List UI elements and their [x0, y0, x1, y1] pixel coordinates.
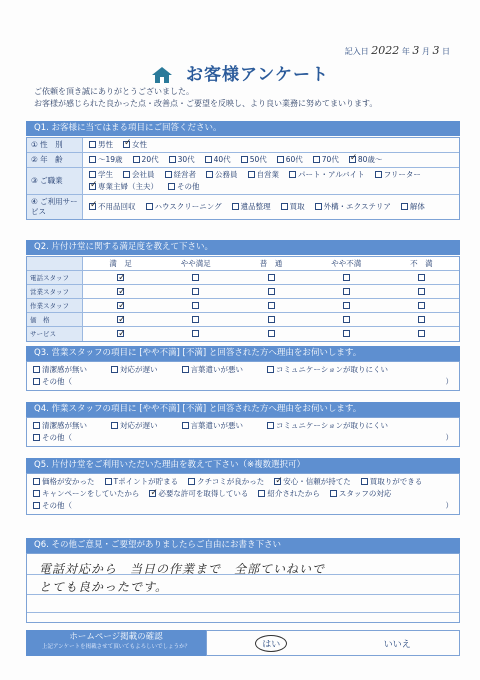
q2-cell	[384, 299, 459, 312]
q4-header: Q4. 作業スタッフの項目に [やや不満] [不満] と回答された方へ理由をお伺いします。	[26, 402, 460, 417]
q1-option[interactable]	[289, 170, 365, 180]
q2-row	[27, 299, 459, 313]
q1-checkbox[interactable]	[375, 171, 382, 178]
q2-column-header: 不 満	[410, 259, 433, 268]
q1-option-label: 専業主婦（主夫）	[98, 182, 158, 191]
q1-checkbox[interactable]	[401, 203, 408, 210]
q1-checkbox[interactable]	[165, 171, 172, 178]
q2-cell	[233, 313, 308, 326]
other-checkbox[interactable]	[33, 434, 40, 441]
q1-option[interactable]	[375, 170, 421, 180]
q5-option-label: Tポイントが貯まる	[113, 477, 179, 486]
q1-option[interactable]	[89, 140, 113, 150]
q1-option-label: 経営者	[173, 170, 196, 179]
q1-checkbox[interactable]	[89, 183, 96, 190]
q1-option[interactable]	[123, 140, 147, 150]
q1-option[interactable]	[277, 155, 303, 165]
q3-box	[26, 361, 460, 391]
q2-row-label: 作業スタッフ	[27, 299, 83, 312]
q2-checkbox[interactable]	[192, 274, 199, 281]
other-field[interactable]	[33, 376, 453, 388]
q5-option-label: 買取りができる	[369, 477, 423, 486]
q2-cell	[158, 327, 233, 341]
q1-options	[83, 138, 459, 152]
q1-checkbox[interactable]	[277, 156, 284, 163]
q1-option-label: 自営業	[256, 170, 279, 179]
q1-option[interactable]	[89, 202, 136, 212]
reason-options	[33, 364, 453, 376]
q2-column-header: 普 通	[259, 259, 283, 268]
q2-checkbox[interactable]	[268, 274, 275, 281]
q5-checkbox[interactable]	[330, 490, 337, 497]
q1-option[interactable]	[349, 155, 383, 165]
q1-options	[83, 153, 459, 167]
reason-option[interactable]	[111, 364, 158, 376]
q2-checkbox[interactable]	[117, 302, 124, 309]
q2-cell	[83, 299, 158, 312]
q1-option-label: 70代	[321, 155, 339, 164]
comment-line-2: とても良かったです。	[39, 580, 169, 594]
q2-checkbox[interactable]	[418, 316, 425, 323]
q5-option-label: クチコミが良かった	[197, 477, 265, 486]
q2-row-label: サービス	[27, 327, 83, 341]
q1-checkbox[interactable]	[248, 171, 255, 178]
q2-column-header: やや満足	[180, 259, 211, 268]
q1-checkbox[interactable]	[289, 171, 296, 178]
other-checkbox[interactable]	[33, 378, 40, 385]
reason-label: 言葉遣いが悪い	[190, 421, 243, 430]
reason-option[interactable]	[182, 420, 244, 432]
q2-cell	[233, 271, 308, 284]
q5-option[interactable]	[258, 488, 320, 500]
q1-option[interactable]	[281, 202, 305, 212]
q1-option[interactable]	[168, 182, 200, 192]
q2-column-header: やや不満	[331, 259, 362, 268]
q2-column-header-row	[27, 257, 459, 271]
q1-option[interactable]	[123, 170, 155, 180]
q5-other-option[interactable]	[33, 500, 72, 512]
q2-cell	[233, 327, 308, 341]
q1-option[interactable]	[232, 202, 271, 212]
q1-option[interactable]	[133, 155, 159, 165]
q2-cell	[158, 313, 233, 326]
reason-label: 言葉遣いが悪い	[190, 365, 243, 374]
q1-option-label: 50代	[249, 155, 267, 164]
q2-cell	[83, 327, 158, 341]
q3-header: Q3. 営業スタッフの項目に [やや不満] [不満] と回答された方へ理由をお伺いします。	[26, 346, 460, 361]
q1-row	[27, 168, 459, 195]
q5-other-field[interactable]	[33, 500, 453, 512]
q5-option-label: スタッフの対応	[338, 489, 392, 498]
reason-checkbox[interactable]	[267, 422, 274, 429]
reason-option[interactable]	[267, 364, 388, 376]
intro-line: ご依頼を頂き誠にありがとうございました。	[34, 87, 194, 96]
q1-row	[27, 138, 459, 153]
date-year: 2022	[371, 44, 400, 57]
q5-other-label: その他（	[42, 501, 72, 510]
q1-option-label: 80歳～	[357, 155, 383, 164]
q1-option-label: 男性	[98, 140, 113, 149]
q1-checkbox[interactable]	[241, 156, 248, 163]
reason-option[interactable]	[267, 420, 388, 432]
q1-header: Q1. お客様に当てはまる項目にご回答ください。	[26, 121, 460, 136]
q2-checkbox[interactable]	[192, 288, 199, 295]
hp-no-option[interactable]: いいえ	[383, 639, 411, 650]
q1-option[interactable]	[89, 182, 158, 192]
q2-checkbox[interactable]	[268, 330, 275, 337]
q5-option[interactable]	[361, 476, 423, 488]
q1-option[interactable]	[206, 170, 238, 180]
date-label: 記入日	[344, 47, 369, 56]
other-option[interactable]	[33, 376, 72, 388]
q1-checkbox[interactable]	[89, 141, 96, 148]
q1-checkbox[interactable]	[89, 203, 96, 210]
q5-other-close: ）	[445, 501, 453, 510]
q2-checkbox[interactable]	[192, 302, 199, 309]
q2-checkbox[interactable]	[418, 302, 425, 309]
q2-checkbox[interactable]	[418, 288, 425, 295]
q2-checkbox[interactable]	[117, 288, 124, 295]
date-year-unit: 年	[401, 47, 410, 56]
q5-checkbox[interactable]	[105, 478, 112, 485]
reason-label: コミュニケーションが取りにくい	[276, 365, 389, 374]
reason-checkbox[interactable]	[111, 366, 118, 373]
q1-option-label: 外構・エクステリア	[323, 202, 391, 211]
q1-option-label: パート・アルバイト	[298, 170, 365, 179]
q5-other-checkbox[interactable]	[33, 502, 40, 509]
q2-cell	[83, 313, 158, 326]
q2-header: Q2. 片付け堂に関する満足度を教えて下さい。	[26, 240, 460, 255]
q2-cell	[233, 285, 308, 298]
q2-cell	[83, 271, 158, 284]
q5-checkbox[interactable]	[274, 478, 281, 485]
date-month: 3	[412, 44, 420, 57]
reason-checkbox[interactable]	[182, 422, 189, 429]
q2-checkbox[interactable]	[268, 316, 275, 323]
q1-option-label: ハウスクリーニング	[154, 202, 222, 211]
q1-option-label: 女性	[132, 140, 147, 149]
q1-option-label: 不用品回収	[98, 202, 136, 211]
q2-checkbox[interactable]	[117, 316, 124, 323]
q1-option[interactable]	[315, 202, 391, 212]
q1-option-label: 公務員	[215, 170, 238, 179]
q1-option[interactable]	[165, 170, 197, 180]
q1-option-label: 買取	[289, 202, 305, 211]
q1-table	[26, 137, 460, 220]
q1-option[interactable]	[241, 155, 267, 165]
q1-checkbox[interactable]	[146, 203, 153, 210]
q2-row	[27, 271, 459, 285]
q5-option-label: キャンペーンをしていたから	[42, 489, 140, 498]
q2-row	[27, 313, 459, 327]
q2-checkbox[interactable]	[117, 330, 124, 337]
reason-checkbox[interactable]	[33, 422, 40, 429]
q2-checkbox[interactable]	[343, 274, 350, 281]
q1-checkbox[interactable]	[232, 203, 239, 210]
date-day: 3	[432, 44, 440, 57]
reason-option[interactable]	[182, 364, 244, 376]
q1-checkbox[interactable]	[123, 141, 130, 148]
q5-checkbox[interactable]	[258, 490, 265, 497]
q1-option-label: その他	[177, 182, 200, 191]
q2-checkbox[interactable]	[343, 330, 350, 337]
q2-cell	[384, 327, 459, 341]
q5-option[interactable]	[33, 476, 95, 488]
page-title	[0, 60, 480, 85]
hp-subtitle: 上記アンケートを掲載させて頂いてもよろしいでしょうか？	[41, 644, 191, 650]
q5-box	[26, 473, 460, 515]
q2-cell	[309, 285, 384, 298]
q2-cell	[309, 271, 384, 284]
q1-option[interactable]	[89, 155, 123, 165]
reason-label: コミュニケーションが取りにくい	[276, 421, 389, 430]
comment-rule	[27, 612, 459, 613]
q2-cell	[384, 285, 459, 298]
date-day-unit: 日	[442, 47, 450, 56]
hp-yes-option[interactable]: はい	[255, 635, 287, 652]
q5-option[interactable]	[188, 476, 264, 488]
q1-row-label: ③ ご職業	[27, 168, 83, 194]
q2-cell	[384, 313, 459, 326]
q1-option[interactable]	[146, 202, 222, 212]
q1-option[interactable]	[248, 170, 280, 180]
q1-checkbox[interactable]	[205, 156, 212, 163]
q2-checkbox[interactable]	[268, 302, 275, 309]
q1-checkbox[interactable]	[313, 156, 320, 163]
q1-checkbox[interactable]	[206, 171, 213, 178]
q2-checkbox[interactable]	[192, 330, 199, 337]
q1-option-label: フリーター	[383, 170, 421, 179]
reason-options	[33, 420, 453, 432]
q6-header: Q6. その他ご意見・ご要望がありましたらご自由にお書き下さい	[26, 538, 460, 553]
q2-checkbox[interactable]	[117, 274, 124, 281]
reason-label: 対応が遅い	[120, 421, 158, 430]
other-label: その他（	[42, 377, 72, 386]
q1-checkbox[interactable]	[315, 203, 322, 210]
q1-option-label: 20代	[141, 155, 159, 164]
q6-comment-box	[26, 553, 460, 623]
q1-option[interactable]	[401, 202, 425, 212]
q1-checkbox[interactable]	[123, 171, 130, 178]
q2-cell	[309, 299, 384, 312]
other-label: その他（	[42, 433, 72, 442]
q1-option-label: 30代	[177, 155, 195, 164]
q2-cell	[309, 327, 384, 341]
hp-consent-label	[26, 630, 206, 656]
reason-label: 対応が遅い	[120, 365, 158, 374]
q1-checkbox[interactable]	[89, 156, 96, 163]
q1-option-label: 40代	[213, 155, 231, 164]
q4-box	[26, 417, 460, 447]
q2-cell	[158, 271, 233, 284]
q2-checkbox[interactable]	[343, 316, 350, 323]
date-month-unit: 月	[421, 47, 430, 56]
q2-checkbox[interactable]	[418, 274, 425, 281]
title-text: お客様アンケート	[185, 65, 329, 85]
comment-line-1: 電話対応から 当日の作業まで 全部ていねいで	[39, 562, 326, 576]
q1-option[interactable]	[89, 170, 113, 180]
q2-cell	[158, 299, 233, 312]
hp-consent	[26, 630, 460, 656]
other-field[interactable]	[33, 432, 453, 444]
q5-option[interactable]	[149, 488, 248, 500]
q2-row-label: 価 格	[27, 313, 83, 326]
q5-option[interactable]	[33, 488, 139, 500]
q1-options	[83, 168, 459, 194]
q2-row	[27, 285, 459, 299]
reason-checkbox[interactable]	[182, 366, 189, 373]
q2-checkbox[interactable]	[343, 288, 350, 295]
reason-checkbox[interactable]	[33, 366, 40, 373]
q1-checkbox[interactable]	[133, 156, 140, 163]
q2-table	[26, 256, 460, 342]
q1-option-label: 解体	[409, 202, 425, 211]
reason-label: 清潔感が無い	[42, 421, 87, 430]
q1-option[interactable]	[169, 155, 195, 165]
reason-option[interactable]	[111, 420, 158, 432]
q2-column-header: 満 足	[109, 259, 132, 268]
q5-checkbox[interactable]	[188, 478, 195, 485]
q1-checkbox[interactable]	[168, 183, 175, 190]
intro-text	[34, 86, 464, 110]
q5-checkbox[interactable]	[33, 490, 40, 497]
q1-row-label: ① 性 別	[27, 138, 83, 152]
q5-checkbox[interactable]	[33, 478, 40, 485]
reason-checkbox[interactable]	[267, 366, 274, 373]
q1-checkbox[interactable]	[349, 156, 356, 163]
q1-option-label: 60代	[285, 155, 303, 164]
q5-option-label: 必要な許可を取得している	[158, 489, 249, 498]
q5-checkbox[interactable]	[361, 478, 368, 485]
q5-option-label: 価格が安かった	[42, 477, 95, 486]
q1-options	[83, 195, 459, 219]
other-close: ）	[445, 433, 453, 442]
q2-row-label: 電話スタッフ	[27, 271, 83, 284]
reason-option[interactable]	[33, 364, 87, 376]
reason-option[interactable]	[33, 420, 87, 432]
q1-row	[27, 153, 459, 168]
reason-checkbox[interactable]	[111, 422, 118, 429]
q5-header: Q5. 片付け堂をご利用いただいた理由を教えて下さい（※複数選択可）	[26, 458, 460, 473]
q2-cell	[158, 285, 233, 298]
q5-option[interactable]	[105, 476, 179, 488]
q5-option[interactable]	[274, 476, 351, 488]
q1-option[interactable]	[313, 155, 339, 165]
q5-options	[33, 476, 453, 488]
other-option[interactable]	[33, 432, 72, 444]
q1-option[interactable]	[205, 155, 231, 165]
q2-corner	[27, 257, 83, 270]
reason-label: 清潔感が無い	[42, 365, 87, 374]
q1-option-label: 遺品整理	[240, 202, 271, 211]
q1-row	[27, 195, 459, 219]
q5-option[interactable]	[330, 488, 392, 500]
q2-row-label: 営業スタッフ	[27, 285, 83, 298]
house-icon	[151, 66, 173, 84]
intro-line: お客様が感じられた良かった点・改善点・ご要望を反映し、より良い業務に努めてまいります。	[34, 99, 378, 108]
q2-checkbox[interactable]	[418, 330, 425, 337]
date-field	[345, 44, 450, 57]
q2-checkbox[interactable]	[268, 288, 275, 295]
q1-checkbox[interactable]	[169, 156, 176, 163]
q5-option-label: 安心・信頼が持てた	[283, 477, 351, 486]
hp-choices	[206, 630, 460, 656]
q2-cell	[309, 313, 384, 326]
q1-option-label: 学生	[98, 170, 113, 179]
q1-option-label: 会社員	[132, 170, 155, 179]
q1-row-label: ② 年 齢	[27, 153, 83, 167]
q2-cell	[233, 299, 308, 312]
q5-option-label: 紹介されたから	[267, 489, 320, 498]
q2-checkbox[interactable]	[343, 302, 350, 309]
q5-options	[33, 488, 453, 500]
q5-checkbox[interactable]	[149, 490, 156, 497]
q2-cell	[384, 271, 459, 284]
q1-row-label: ④ ご利用サービス	[27, 195, 83, 219]
q2-cell	[83, 285, 158, 298]
q1-checkbox[interactable]	[89, 171, 96, 178]
q1-option-label: ～19歳	[98, 155, 123, 164]
q2-row	[27, 327, 459, 341]
other-close: ）	[445, 377, 453, 386]
hp-title: ホームページ掲載の確認	[69, 632, 163, 642]
q1-checkbox[interactable]	[281, 203, 288, 210]
q2-checkbox[interactable]	[192, 316, 199, 323]
